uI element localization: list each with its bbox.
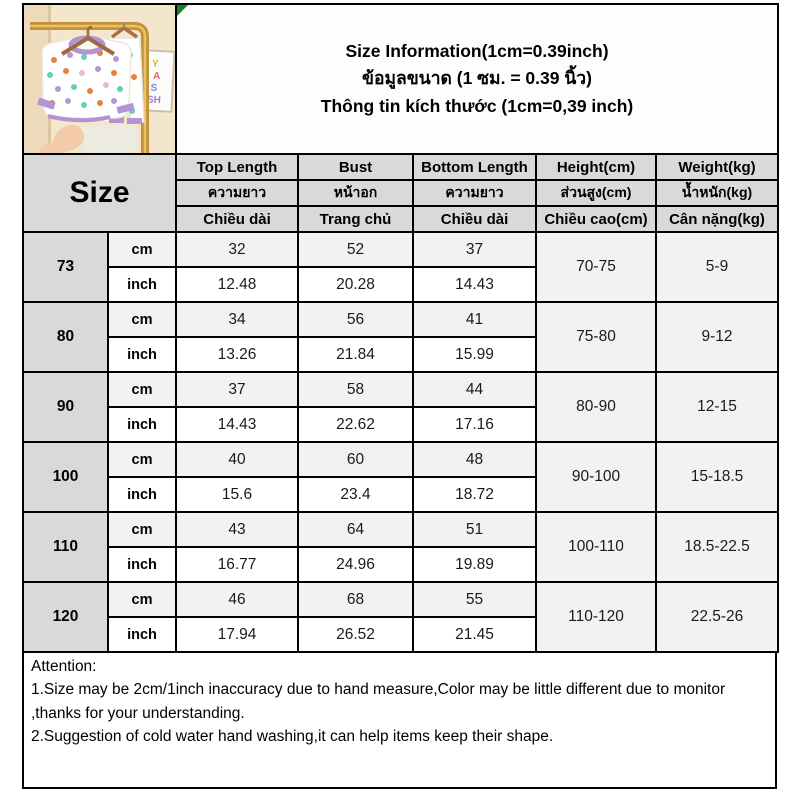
height-cell: 110-120 xyxy=(536,582,656,652)
attention-box xyxy=(22,651,777,789)
unit-cell-cm: cm xyxy=(108,372,176,407)
size-table xyxy=(22,3,779,653)
value-cell-inch: 17.16 xyxy=(413,407,536,442)
col-header-height-th: ส่วนสูง(cm) xyxy=(536,180,656,206)
table-row-cm xyxy=(23,442,778,477)
attention-note-1: 1.Size may be 2cm/1inch inaccuracy due to hand measure,Color may be little different due to monitor ,thanks for your understanding. xyxy=(31,681,726,722)
col-header-weight: Weight(kg) xyxy=(656,154,778,180)
size-cell: 90 xyxy=(23,372,108,442)
value-cell-inch: 20.28 xyxy=(298,267,413,302)
col-header-height-vi: Chiều cao(cm) xyxy=(536,206,656,232)
size-header: Size xyxy=(23,154,176,232)
table-row-cm xyxy=(23,512,778,547)
value-cell-cm: 52 xyxy=(298,232,413,267)
col-header-top-length: Top Length xyxy=(176,154,298,180)
weight-cell: 9-12 xyxy=(656,302,778,372)
value-cell-inch: 26.52 xyxy=(298,617,413,652)
size-cell: 120 xyxy=(23,582,108,652)
title-thai: ข้อมูลขนาด (1 ซม. = 0.39 นิ้ว) xyxy=(362,68,592,89)
size-chart-sheet xyxy=(22,3,777,789)
pajama-photo-illustration xyxy=(24,5,175,153)
unit-cell-inch: inch xyxy=(108,407,176,442)
height-cell: 70-75 xyxy=(536,232,656,302)
svg-text:A: A xyxy=(152,70,161,83)
col-header-bottom-length-vi: Chiều dài xyxy=(413,206,536,232)
title-vietnamese: Thông tin kích thước (1cm=0,39 inch) xyxy=(320,95,634,116)
size-cell: 110 xyxy=(23,512,108,582)
value-cell-inch: 19.89 xyxy=(413,547,536,582)
table-row-cm xyxy=(23,582,778,617)
value-cell-cm: 43 xyxy=(176,512,298,547)
value-cell-inch: 16.77 xyxy=(176,547,298,582)
weight-cell: 5-9 xyxy=(656,232,778,302)
title-block xyxy=(176,4,778,154)
height-cell: 100-110 xyxy=(536,512,656,582)
table-row-cm xyxy=(23,372,778,407)
value-cell-cm: 34 xyxy=(176,302,298,337)
size-cell: 80 xyxy=(23,302,108,372)
value-cell-cm: 56 xyxy=(298,302,413,337)
col-header-bottom-length: Bottom Length xyxy=(413,154,536,180)
svg-text:Y: Y xyxy=(151,58,159,70)
unit-cell-cm: cm xyxy=(108,442,176,477)
svg-text:S: S xyxy=(150,82,158,94)
value-cell-cm: 46 xyxy=(176,582,298,617)
value-cell-cm: 48 xyxy=(413,442,536,477)
col-header-bust-th: หน้าอก xyxy=(298,180,413,206)
product-photo xyxy=(23,4,176,154)
value-cell-inch: 15.99 xyxy=(413,337,536,372)
col-header-top-length-th: ความยาว xyxy=(176,180,298,206)
value-cell-cm: 51 xyxy=(413,512,536,547)
table-row-cm xyxy=(23,302,778,337)
weight-cell: 12-15 xyxy=(656,372,778,442)
height-cell: 80-90 xyxy=(536,372,656,442)
value-cell-inch: 17.94 xyxy=(176,617,298,652)
header-row-english xyxy=(23,154,778,180)
attention-note-2: 2.Suggestion of cold water hand washing,it can help items keep their shape. xyxy=(31,727,554,745)
unit-cell-inch: inch xyxy=(108,477,176,512)
value-cell-inch: 13.26 xyxy=(176,337,298,372)
value-cell-inch: 14.43 xyxy=(413,267,536,302)
value-cell-inch: 24.96 xyxy=(298,547,413,582)
value-cell-cm: 41 xyxy=(413,302,536,337)
attention-heading: Attention: xyxy=(31,658,97,675)
col-header-top-length-vi: Chiều dài xyxy=(176,206,298,232)
value-cell-cm: 68 xyxy=(298,582,413,617)
weight-cell: 18.5-22.5 xyxy=(656,512,778,582)
title-english: Size Information(1cm=0.39inch) xyxy=(345,41,609,62)
value-cell-cm: 64 xyxy=(298,512,413,547)
svg-text:SH: SH xyxy=(146,94,162,107)
value-cell-inch: 22.62 xyxy=(298,407,413,442)
size-cell: 73 xyxy=(23,232,108,302)
height-cell: 75-80 xyxy=(536,302,656,372)
height-cell: 90-100 xyxy=(536,442,656,512)
value-cell-inch: 21.84 xyxy=(298,337,413,372)
value-cell-cm: 40 xyxy=(176,442,298,477)
unit-cell-inch: inch xyxy=(108,547,176,582)
size-cell: 100 xyxy=(23,442,108,512)
value-cell-cm: 32 xyxy=(176,232,298,267)
value-cell-inch: 21.45 xyxy=(413,617,536,652)
value-cell-inch: 12.48 xyxy=(176,267,298,302)
value-cell-inch: 23.4 xyxy=(298,477,413,512)
size-table-body xyxy=(23,232,778,652)
unit-cell-cm: cm xyxy=(108,512,176,547)
unit-cell-inch: inch xyxy=(108,337,176,372)
unit-cell-inch: inch xyxy=(108,617,176,652)
top-row xyxy=(23,4,778,154)
col-header-weight-th: น้ำหนัก(kg) xyxy=(656,180,778,206)
value-cell-cm: 55 xyxy=(413,582,536,617)
col-header-bottom-length-th: ความยาว xyxy=(413,180,536,206)
weight-cell: 15-18.5 xyxy=(656,442,778,512)
value-cell-cm: 37 xyxy=(413,232,536,267)
value-cell-inch: 18.72 xyxy=(413,477,536,512)
value-cell-cm: 37 xyxy=(176,372,298,407)
col-header-weight-vi: Cân nặng(kg) xyxy=(656,206,778,232)
value-cell-cm: 60 xyxy=(298,442,413,477)
value-cell-cm: 44 xyxy=(413,372,536,407)
unit-cell-cm: cm xyxy=(108,232,176,267)
table-row-cm xyxy=(23,232,778,267)
col-header-height: Height(cm) xyxy=(536,154,656,180)
unit-cell-cm: cm xyxy=(108,582,176,617)
value-cell-inch: 14.43 xyxy=(176,407,298,442)
col-header-bust: Bust xyxy=(298,154,413,180)
col-header-bust-vi: Trang chủ xyxy=(298,206,413,232)
unit-cell-inch: inch xyxy=(108,267,176,302)
green-corner-marker-icon xyxy=(177,5,188,16)
weight-cell: 22.5-26 xyxy=(656,582,778,652)
value-cell-cm: 58 xyxy=(298,372,413,407)
unit-cell-cm: cm xyxy=(108,302,176,337)
value-cell-inch: 15.6 xyxy=(176,477,298,512)
